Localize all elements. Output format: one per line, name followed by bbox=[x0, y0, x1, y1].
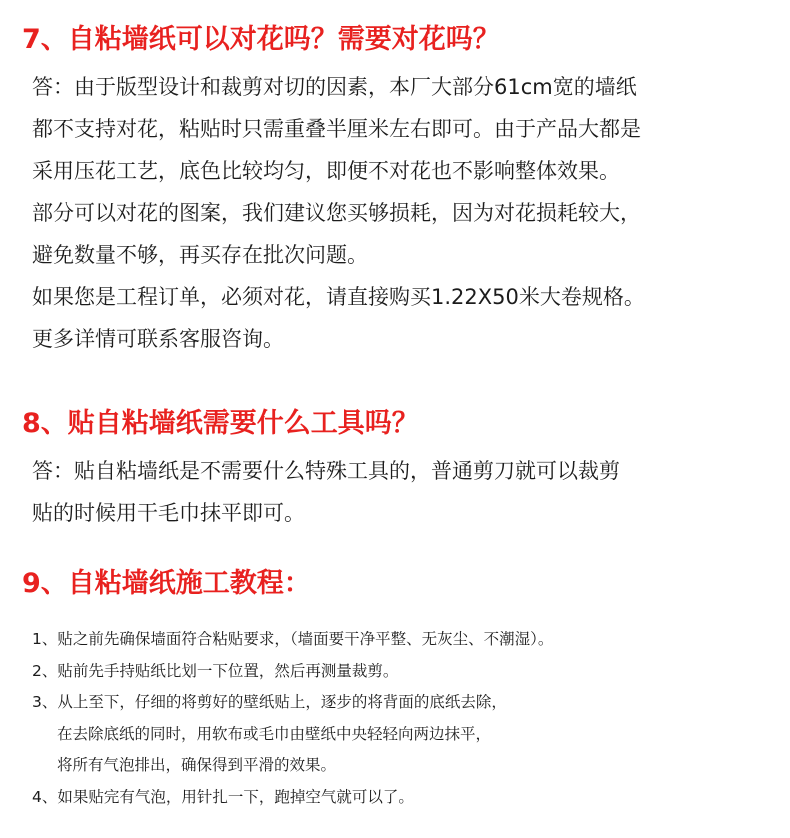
section-9-heading: 9、自粘墙纸施工教程： bbox=[22, 568, 311, 599]
section-7-line: 如果您是工程订单，必须对花，请直接购买1.22X50米大卷规格。 bbox=[32, 285, 645, 309]
section-7-line: 避免数量不够，再买存在批次问题。 bbox=[32, 243, 368, 267]
section-7-heading: 7、自粘墙纸可以对花吗？需要对花吗？ bbox=[22, 24, 500, 55]
step-item: 3、从上至下，仔细的将剪好的壁纸贴上，逐步的将背面的底纸去除， bbox=[32, 693, 507, 711]
section-8-heading: 8、贴自粘墙纸需要什么工具吗？ bbox=[22, 408, 419, 439]
section-7-line: 答：由于版型设计和裁剪对切的因素，本厂大部分61cm宽的墙纸 bbox=[32, 75, 637, 99]
section-7-line: 更多详情可联系客服咨询。 bbox=[32, 327, 284, 351]
section-8-line: 答：贴自粘墙纸是不需要什么特殊工具的，普通剪刀就可以裁剪 bbox=[32, 459, 620, 483]
section-7-answer bbox=[32, 66, 645, 360]
step-item: 2、贴前先手持贴纸比划一下位置，然后再测量裁剪。 bbox=[32, 661, 399, 680]
section-8-line: 贴的时候用干毛巾抹平即可。 bbox=[32, 501, 305, 525]
step-item: 1、贴之前先确保墙面符合粘贴要求，（墙面要干净平整、无灰尘、不潮湿）。 bbox=[32, 630, 554, 648]
section-9-steps bbox=[32, 624, 553, 813]
section-7-line: 部分可以对花的图案，我们建议您买够损耗，因为对花损耗较大， bbox=[32, 201, 641, 225]
section-7-line: 都不支持对花，粘贴时只需重叠半厘米左右即可。由于产品大都是 bbox=[32, 117, 641, 141]
section-8-answer bbox=[32, 450, 620, 534]
section-7-line: 采用压花工艺，底色比较均匀，即便不对花也不影响整体效果。 bbox=[32, 159, 620, 183]
step-item: 4、如果贴完有气泡，用针扎一下，跑掉空气就可以了。 bbox=[32, 787, 414, 806]
step-continuation: 将所有气泡排出，确保得到平滑的效果。 bbox=[57, 756, 337, 774]
step-continuation: 在去除底纸的同时，用软布或毛巾由壁纸中央轻轻向两边抹平， bbox=[57, 724, 492, 743]
